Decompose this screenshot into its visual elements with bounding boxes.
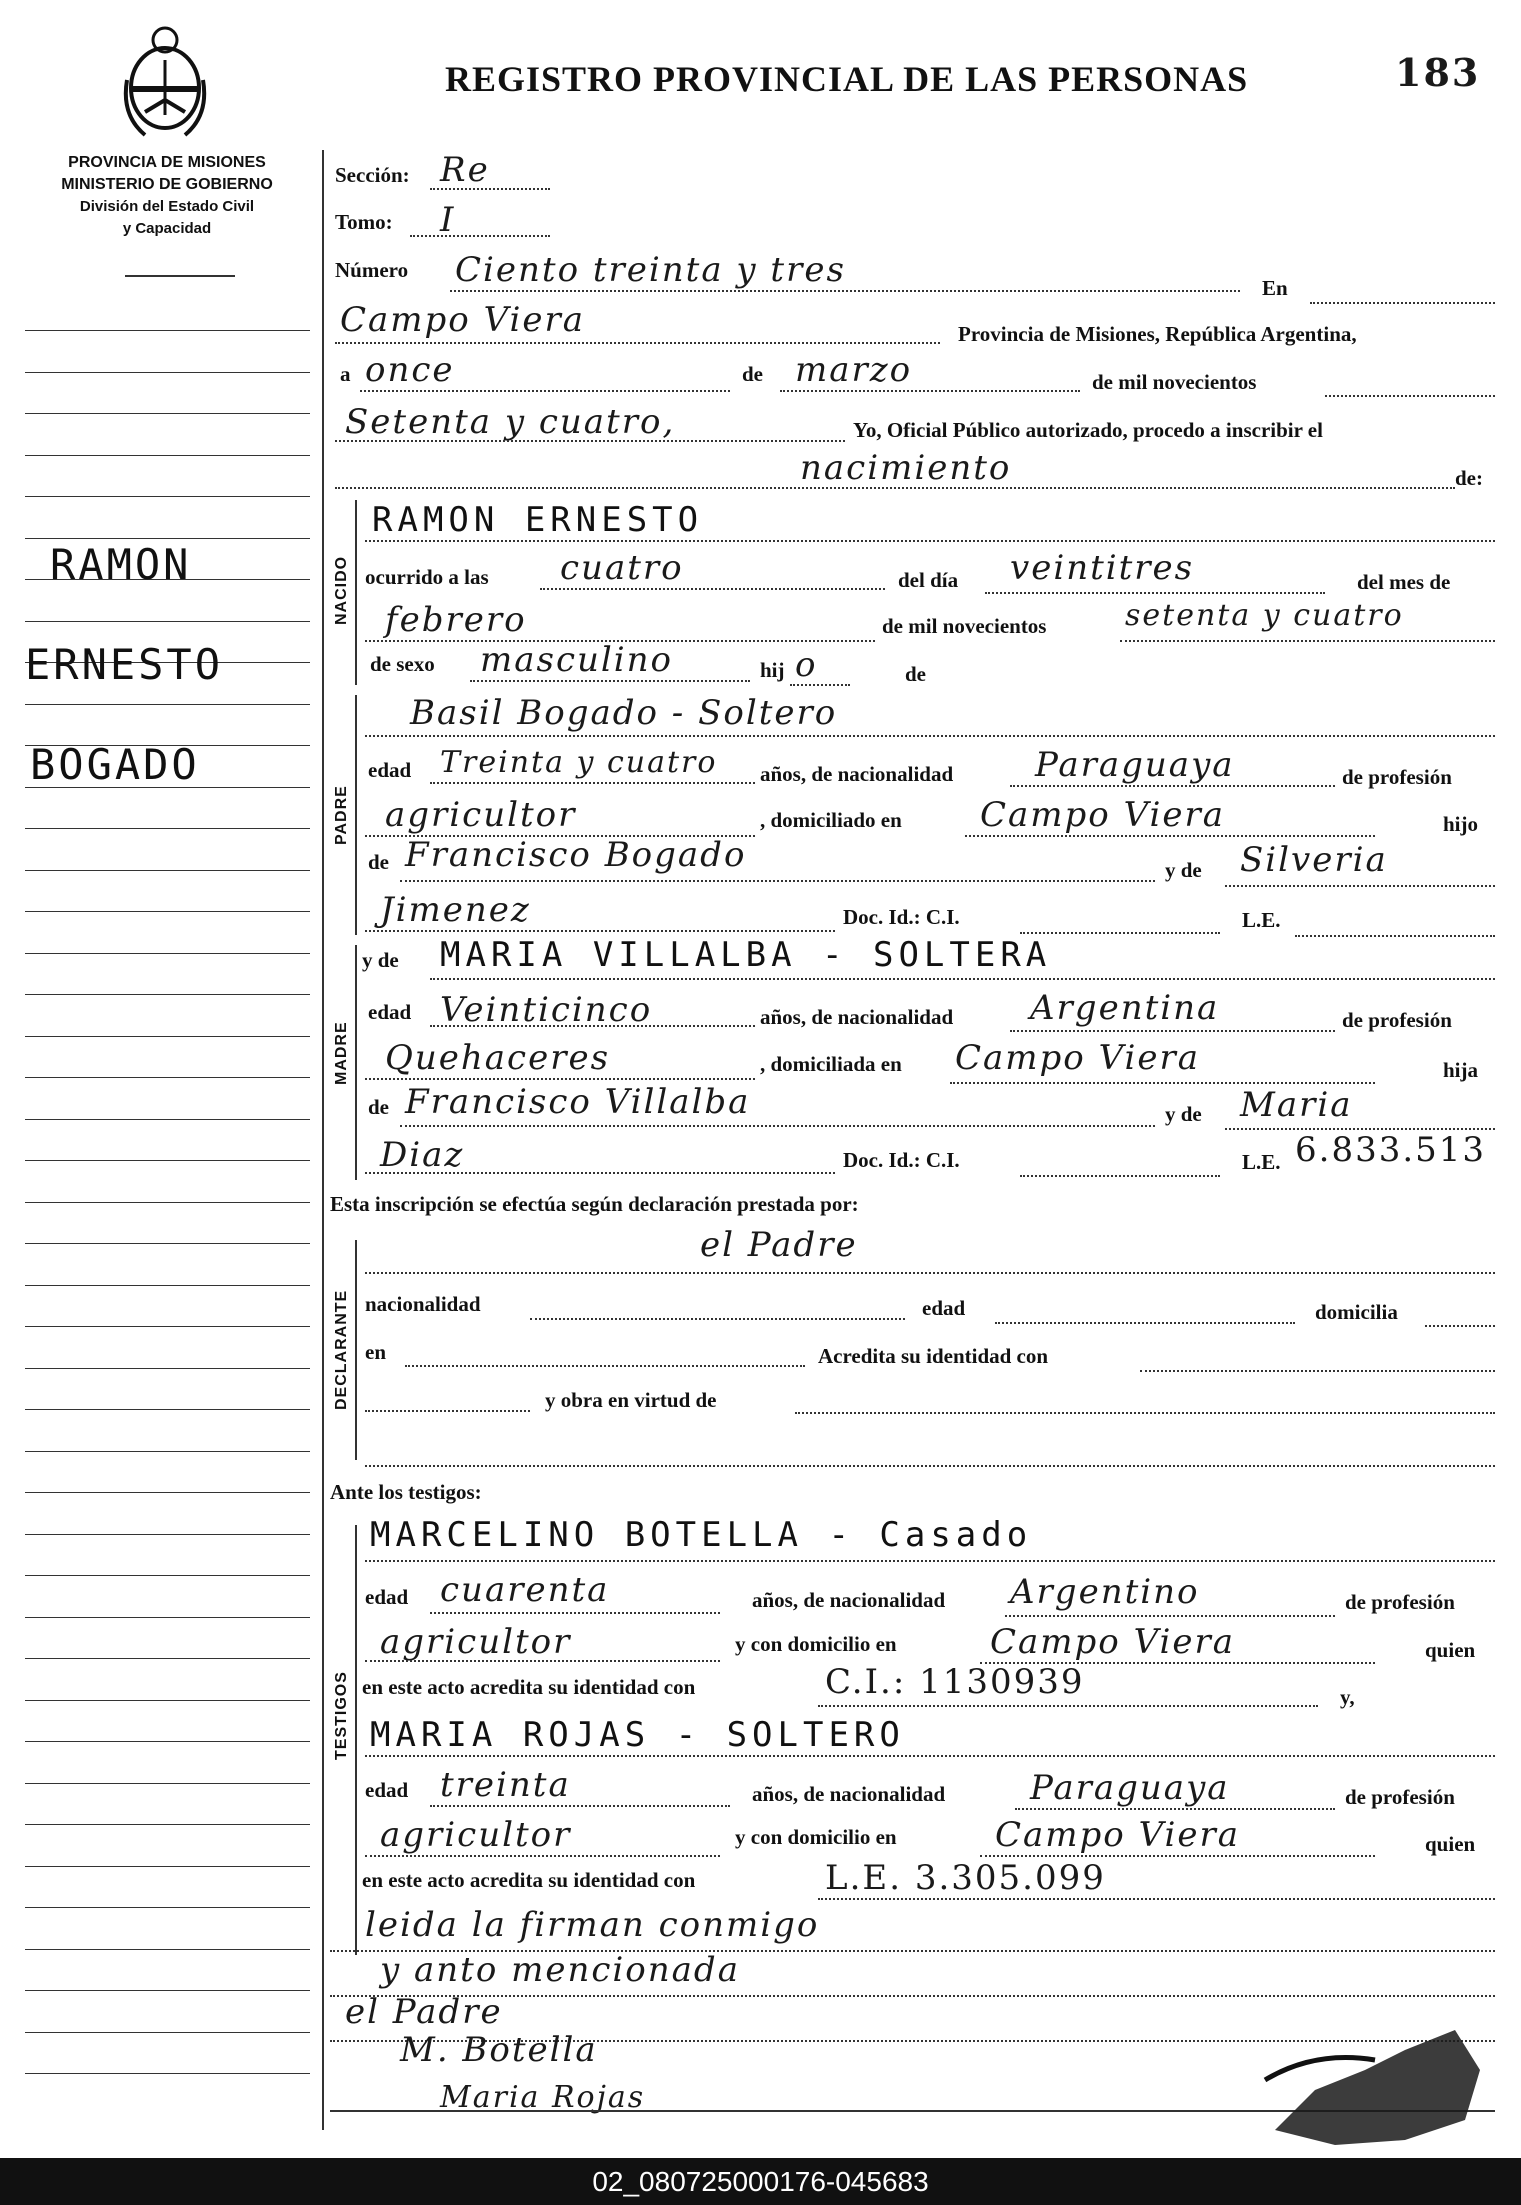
label-edad-2: edad [368,1000,412,1024]
label-doc-id-2: Doc. Id.: C.I. [843,1148,960,1172]
value-seccion: Re [440,150,490,190]
value-nombre: RAMON ERNESTO [372,500,704,540]
margin-rule-line [25,1285,310,1286]
value-padre-edad: Treinta y cuatro [440,745,718,780]
margin-rule-line [25,455,310,456]
margin-rule-line [25,704,310,705]
label-padre: PADRE [333,785,350,845]
official-stamp-icon [1255,2010,1495,2150]
org-line-2: MINISTERIO DE GOBIERNO [61,176,273,193]
label-nacionalidad: nacionalidad [365,1292,481,1316]
label-nacido: NACIDO [333,555,350,625]
label-le: L.E. [1242,908,1281,932]
margin-rule-line [25,953,310,954]
value-nota-3: el Padre [345,1992,503,2032]
label-declarante: DECLARANTE [333,1289,350,1410]
label-de-profesion-4: de profesión [1345,1785,1455,1809]
value-sexo: masculino [480,640,674,680]
value-hij: o [795,645,818,685]
value-anio-nac: setenta y cuatro [1125,598,1404,633]
value-testigo-2: MARIA ROJAS - SOLTERO [370,1715,905,1755]
margin-rule-line [25,1575,310,1576]
org-line-3: División del Estado Civil [79,198,255,215]
margin-rule-line [25,538,310,539]
label-y-de: y de [1165,858,1202,882]
label-edad: edad [368,758,412,782]
label-tomo: Tomo: [335,210,393,234]
value-testigo-1: MARCELINO BOTELLA - Casado [370,1515,1033,1555]
org-line-1: PROVINCIA DE MISIONES [68,154,266,171]
margin-rule-line [25,1907,310,1908]
value-dia-nac: veintitres [1010,548,1195,588]
value-t1-prof: agricultor [380,1622,572,1662]
margin-rule-line [25,1741,310,1742]
value-madre: MARIA VILLALBA - SOLTERA [440,935,1052,975]
value-t2-dom: Campo Viera [995,1815,1241,1855]
margin-rule-line [25,870,310,871]
label-ocurrido: ocurrido a las [365,565,489,589]
label-a: a [340,362,351,386]
label-inscripcion: Esta inscripción se efectúa según declaración prestada por: [330,1192,859,1216]
margin-rule-line [25,2032,310,2033]
label-de-3: de [368,850,389,874]
label-de-4: de [368,1095,389,1119]
margin-rule-line [25,1700,310,1701]
label-madre: MADRE [333,1021,350,1085]
value-padre-nac: Paraguaya [1035,745,1235,785]
value-t2-nac: Paraguaya [1030,1768,1230,1808]
label-y-de-2: y de [362,948,399,972]
margin-rule-line [25,330,310,331]
value-nota-1: leida la firman conmigo [365,1905,820,1945]
label-testigos: TESTIGOS [333,1671,350,1760]
label-y: y, [1340,1685,1355,1709]
margin-rule-line [25,1202,310,1203]
margin-rule-line [25,1949,310,1950]
label-anos-nac-4: años, de nacionalidad [752,1782,946,1806]
margin-rule-line [25,1326,310,1327]
margin-rule-line [25,1990,310,1991]
label-doc-id: Doc. Id.: C.I. [843,905,960,929]
margin-rule-line [25,2073,310,2074]
margin-rule-line [25,1243,310,1244]
value-declarante: el Padre [700,1225,858,1265]
value-t1-doc: C.I.: 1130939 [825,1662,1085,1702]
value-madre-edad: Veinticinco [440,990,653,1030]
value-madre-madre: Maria [1240,1085,1353,1125]
value-madre-madre-2: Diaz [380,1135,465,1175]
margin-rule-line [25,1077,310,1078]
label-acredita-acto-2: en este acto acredita su identidad con [362,1868,696,1892]
label-hij: hij [760,658,785,682]
label-de-mil: de mil novecientos [1092,370,1257,394]
label-anos-nac: años, de nacionalidad [760,762,954,786]
value-anio: Setenta y cuatro, [345,402,676,442]
label-ante-testigos: Ante los testigos: [330,1480,482,1504]
label-acredita: Acredita su identidad con [818,1344,1049,1368]
value-madre-dom: Campo Viera [955,1038,1201,1078]
margin-rule-line [25,1617,310,1618]
label-de-profesion-3: de profesión [1345,1590,1455,1614]
value-dia: once [365,350,455,390]
margin-rule-line [25,911,310,912]
value-acto: nacimiento [800,448,1012,488]
margin-rule-line [25,1658,310,1659]
value-padre: Basil Bogado - Soltero [410,693,838,733]
margin-rule-line [25,621,310,622]
value-t2-prof: agricultor [380,1815,572,1855]
margin-rule-line [25,1534,310,1535]
footer-id: 02_080725000176-045683 [0,2158,1521,2205]
margin-name-3: BOGADO [30,740,200,789]
label-con-domicilio: y con domicilio en [735,1632,897,1656]
margin-name-1: RAMON [50,540,192,589]
signature-1: M. Botella [400,2030,598,2070]
margin-rule-line [25,1409,310,1410]
org-line-4: y Capacidad [122,220,212,237]
label-edad-4: edad [365,1585,409,1609]
label-de-sexo: de sexo [370,652,435,676]
value-mes: marzo [795,350,913,390]
label-quien-2: quien [1425,1832,1476,1856]
label-acredita-acto: en este acto acredita su identidad con [362,1675,696,1699]
value-hora: cuatro [560,548,684,588]
value-tomo: I [440,200,456,240]
value-mes-nac: febrero [385,600,527,640]
value-padre-dom: Campo Viera [980,795,1226,835]
margin-rule-line [25,372,310,373]
label-domiciliado-en: , domiciliado en [760,808,902,832]
label-en: En [1262,276,1288,300]
label-de-2: de [905,662,926,686]
margin-rule-line [25,828,310,829]
label-y-de-3: y de [1165,1102,1202,1126]
label-de-mil-2: de mil novecientos [882,614,1047,638]
label-en-2: en [365,1340,386,1364]
value-t1-dom: Campo Viera [990,1622,1236,1662]
value-padre-madre: Silveria [1240,840,1388,880]
value-madre-padre: Francisco Villalba [405,1082,751,1122]
margin-rule-line [25,1824,310,1825]
margin-rule-line [25,994,310,995]
value-madre-le: 6.833.513 [1295,1130,1487,1170]
label-oficial: Yo, Oficial Público autorizado, procedo a inscribir el [853,418,1323,442]
label-anos-nac-2: años, de nacionalidad [760,1005,954,1029]
page-number: 183 [1395,50,1481,95]
label-le-2: L.E. [1242,1150,1281,1174]
margin-name-2: ERNESTO [25,640,224,689]
value-nota-2: y anto mencionada [380,1950,740,1990]
coat-of-arms-icon [115,20,215,145]
label-hija: hija [1443,1058,1479,1082]
margin-rule-line [25,496,310,497]
label-del-mes: del mes de [1357,570,1451,594]
value-numero: Ciento treinta y tres [455,250,846,290]
value-padre-madre-2: Jimenez [380,890,531,930]
label-de: de [742,362,763,386]
value-t1-edad: cuarenta [440,1570,610,1610]
label-del-dia: del día [898,568,959,592]
margin-rule-line [25,1451,310,1452]
margin-rule-line [25,1160,310,1161]
margin-rule-line [25,1492,310,1493]
label-obra: y obra en virtud de [545,1388,717,1412]
value-t2-edad: treinta [440,1765,571,1805]
signature-2: Maria Rojas [440,2080,646,2115]
margin-rule-line [25,1119,310,1120]
value-t2-doc: L.E. 3.305.099 [825,1858,1106,1898]
margin-rule-line [25,1036,310,1037]
label-provincia: Provincia de Misiones, República Argentina, [958,322,1357,346]
label-edad-5: edad [365,1778,409,1802]
label-de-profesion: de profesión [1342,765,1452,789]
label-hijo: hijo [1443,812,1479,836]
label-domicilia: domicilia [1315,1300,1398,1324]
value-padre-padre: Francisco Bogado [405,835,747,875]
label-seccion: Sección: [335,163,410,187]
value-padre-prof: agricultor [385,795,577,835]
value-lugar: Campo Viera [340,300,586,340]
label-edad-3: edad [922,1296,966,1320]
value-madre-nac: Argentina [1030,988,1220,1028]
label-domiciliada-en: , domiciliada en [760,1052,902,1076]
margin-rule-line [25,413,310,414]
document-title: REGISTRO PROVINCIAL DE LAS PERSONAS [445,59,1249,99]
label-quien: quien [1425,1638,1476,1662]
value-madre-prof: Quehaceres [385,1038,611,1078]
label-de-colon: de: [1455,466,1483,490]
label-numero: Número [335,258,409,282]
label-de-profesion-2: de profesión [1342,1008,1452,1032]
org-block [22,152,312,240]
margin-rule-line [25,1866,310,1867]
label-con-domicilio-2: y con domicilio en [735,1825,897,1849]
margin-rule-line [25,1368,310,1369]
value-t1-nac: Argentino [1010,1572,1200,1612]
label-anos-nac-3: años, de nacionalidad [752,1588,946,1612]
margin-rule-line [25,1783,310,1784]
